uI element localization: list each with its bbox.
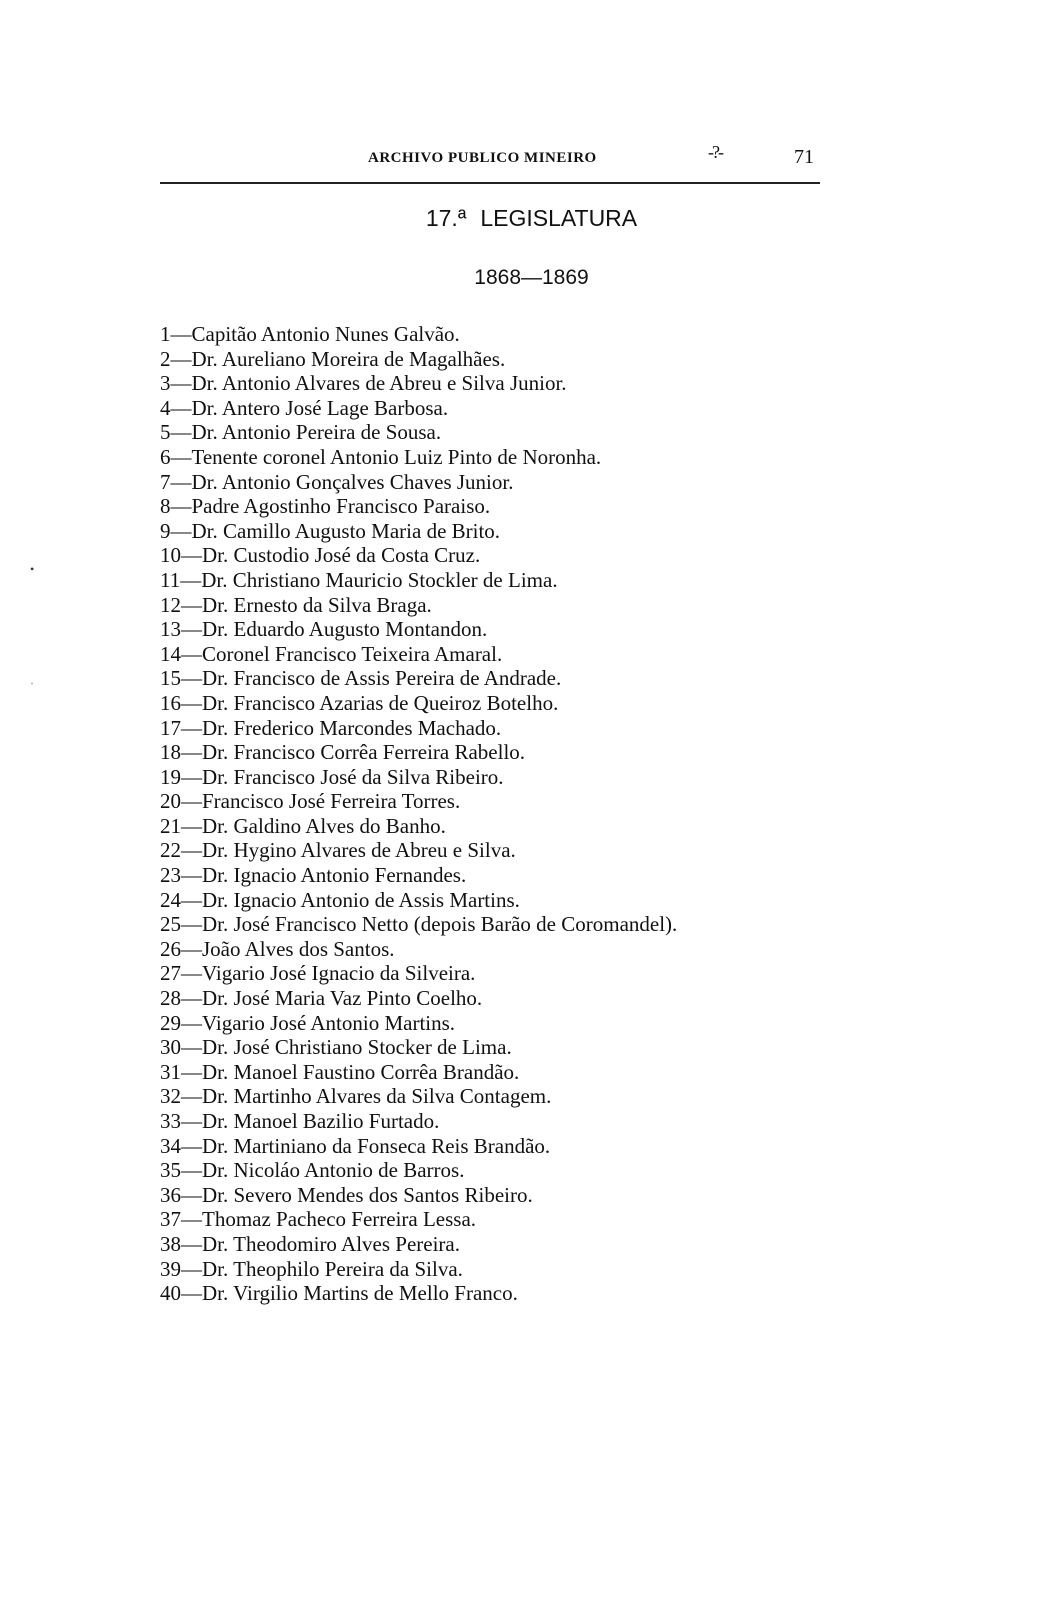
member-entry: 26—João Alves dos Santos. xyxy=(160,936,395,961)
member-entry: 35—Dr. Nicoláo Antonio de Barros. xyxy=(160,1158,465,1183)
ornament: -?- xyxy=(708,142,722,162)
member-entry: 18—Dr. Francisco Corrêa Ferreira Rabello. xyxy=(160,740,526,765)
member-entry: 19—Dr. Francisco José da Silva Ribeiro. xyxy=(160,764,504,789)
margin-mark: ˈ xyxy=(30,680,34,694)
legislatura-label: LEGISLATURA xyxy=(480,205,638,231)
member-entry: 12—Dr. Ernesto da Silva Braga. xyxy=(160,592,432,617)
member-entry: 27—Vigario José Ignacio da Silveira. xyxy=(160,961,476,986)
member-entry: 38—Dr. Theodomiro Alves Pereira. xyxy=(160,1231,460,1256)
member-entry: 33—Dr. Manoel Bazilio Furtado. xyxy=(160,1109,440,1133)
member-entry: 23—Dr. Ignacio Antonio Fernandes. xyxy=(160,863,467,888)
member-entry: 40—Dr. Virgilio Martins de Mello Franco. xyxy=(160,1281,518,1306)
member-entry: 8—Padre Agostinho Francisco Paraiso. xyxy=(160,494,491,519)
member-entry: 32—Dr. Martinho Alvares da Silva Contagem. xyxy=(160,1084,552,1109)
member-entry: 21—Dr. Galdino Alves do Banho. xyxy=(160,813,446,838)
page-number: 71 xyxy=(794,146,814,168)
member-entry: 31—Dr. Manoel Faustino Corrêa Brandão. xyxy=(160,1059,520,1084)
member-entry: 13—Dr. Eduardo Augusto Montandon. xyxy=(160,617,488,642)
member-entry: 10—Dr. Custodio José da Costa Cruz. xyxy=(160,543,481,568)
member-entry: 36—Dr. Severo Mendes dos Santos Ribeiro. xyxy=(160,1182,533,1207)
member-entry: 6—Tenente coronel Antonio Luiz Pinto de Noronha. xyxy=(160,444,602,469)
member-entry: 3—Dr. Antonio Alvares de Abreu e Silva Junior. xyxy=(160,371,567,396)
member-entry: 15—Dr. Francisco de Assis Pereira de Andrade. xyxy=(160,666,562,691)
legislatura-heading xyxy=(0,205,1063,232)
member-entry: 39—Dr. Theophilo Pereira da Silva. xyxy=(160,1256,463,1281)
member-entry: 2—Dr. Aureliano Moreira de Magalhães. xyxy=(160,346,506,371)
member-entry: 22—Dr. Hygino Alvares de Abreu e Silva. xyxy=(160,838,516,863)
member-entry: 24—Dr. Ignacio Antonio de Assis Martins. xyxy=(160,887,520,912)
member-entry: 25—Dr. José Francisco Netto (depois Barão de Coromandel). xyxy=(160,912,678,937)
member-entry: 4—Dr. Antero José Lage Barbosa. xyxy=(160,395,449,420)
members-list xyxy=(160,322,840,1306)
running-header xyxy=(160,138,820,178)
member-entry: 1—Capitão Antonio Nunes Galvão. xyxy=(160,322,460,346)
member-entry: 30—Dr. José Christiano Stocker de Lima. xyxy=(160,1035,512,1060)
member-entry: 29—Vigario José Antonio Martins. xyxy=(160,1010,456,1035)
member-entry: 20—Francisco José Ferreira Torres. xyxy=(160,789,461,814)
period-heading: 1868—1869 xyxy=(474,266,589,289)
legislatura-ordinal: 17.ª xyxy=(425,205,467,231)
header-rule xyxy=(160,182,820,184)
member-entry: 11—Dr. Christiano Mauricio Stockler de Lima. xyxy=(160,567,558,592)
member-entry: 7—Dr. Antonio Gonçalves Chaves Junior. xyxy=(160,469,514,494)
member-entry: 9—Dr. Camillo Augusto Maria de Brito. xyxy=(160,518,501,543)
member-entry: 34—Dr. Martiniano da Fonseca Reis Brandão. xyxy=(160,1133,551,1158)
member-entry: 14—Coronel Francisco Teixeira Amaral. xyxy=(160,641,503,666)
margin-mark: • xyxy=(30,562,35,576)
member-entry: 17—Dr. Frederico Marcondes Machado. xyxy=(160,715,502,740)
member-entry: 5—Dr. Antonio Pereira de Sousa. xyxy=(160,420,442,445)
running-title: ARCHIVO PUBLICO MINEIRO xyxy=(368,150,597,166)
member-entry: 28—Dr. José Maria Vaz Pinto Coelho. xyxy=(160,986,483,1011)
member-entry: 16—Dr. Francisco Azarias de Queiroz Botelho. xyxy=(160,690,559,715)
member-entry: 37—Thomaz Pacheco Ferreira Lessa. xyxy=(160,1207,477,1232)
